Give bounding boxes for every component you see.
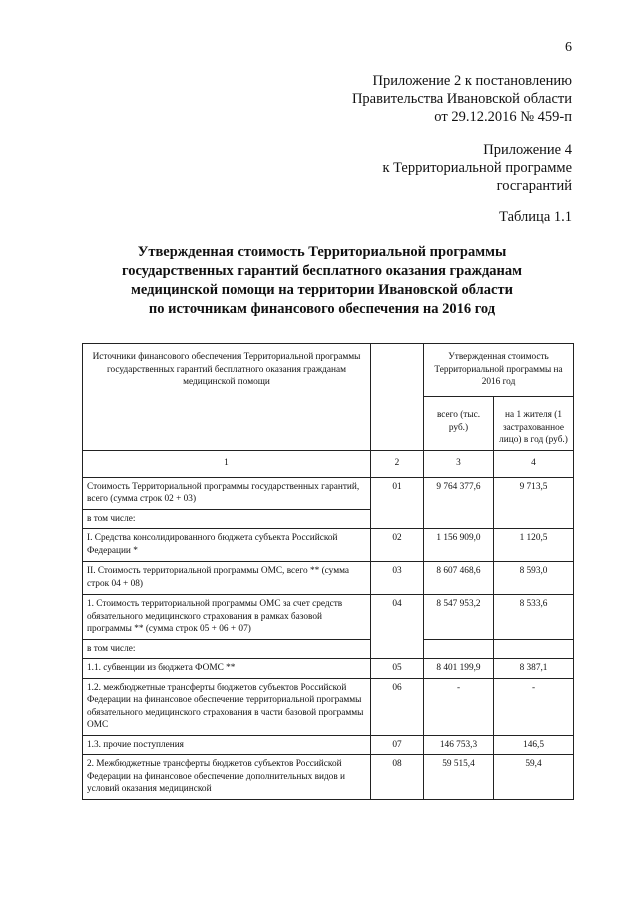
row-name: 1.1. субвенции из бюджета ФОМС ** (83, 659, 371, 679)
row-total: 9 764 377,6 (424, 477, 494, 529)
row-total: - (424, 678, 494, 735)
row-total (424, 639, 494, 659)
appendix-2-line: Приложение 2 к постановлению (372, 73, 572, 89)
title-line: Утвержденная стоимость Территориальной программы (137, 244, 507, 260)
table-row (83, 477, 574, 509)
appendix-4-line: госгарантий (496, 178, 572, 194)
header-source-cell: Источники финансового обеспечения Территориальной программы государственных гарантий бесплатного оказания гражданам медицинской помощи (83, 344, 371, 451)
appendix-2-reference (352, 72, 572, 126)
row-code: 01 (371, 477, 424, 529)
header-group-cell: Утвержденная стоимость Территориальной программы на 2016 год (424, 344, 574, 397)
row-total: 8 401 199,9 (424, 659, 494, 679)
title-line: государственных гарантий бесплатного оказания гражданам (121, 263, 523, 279)
table-row (83, 659, 574, 679)
title-line: по источникам финансового обеспечения на 2016 год (148, 301, 496, 317)
column-number: 3 (424, 450, 494, 477)
row-name: в том числе: (83, 509, 371, 529)
appendix-4-line: к Территориальной программе (382, 160, 572, 176)
row-per-capita (494, 639, 574, 659)
cost-table (82, 343, 574, 800)
row-total: 8 547 953,2 (424, 595, 494, 640)
table-row (83, 755, 574, 800)
appendix-4-reference (382, 141, 572, 195)
table-row (83, 595, 574, 640)
row-total: 8 607 468,6 (424, 562, 494, 595)
appendix-4-line: Приложение 4 (483, 142, 572, 158)
row-code: 08 (371, 755, 424, 800)
table-row (83, 529, 574, 562)
row-name: в том числе: (83, 639, 371, 659)
table-row (83, 678, 574, 735)
row-code: 04 (371, 595, 424, 659)
row-per-capita: 8 593,0 (494, 562, 574, 595)
row-name: 1.3. прочие поступления (83, 735, 371, 755)
appendix-2-line: от 29.12.2016 № 459-п (434, 109, 572, 125)
row-per-capita: 59,4 (494, 755, 574, 800)
header-total-cell: всего (тыс. руб.) (424, 397, 494, 451)
row-name: 1.2. межбюджетные трансферты бюджетов субъектов Российской Федерации на финансовое обеспечение территориальной программы обязательного медицинского страхования в части базовой программы ОМС (83, 678, 371, 735)
row-code: 03 (371, 562, 424, 595)
row-code: 05 (371, 659, 424, 679)
table-row (83, 735, 574, 755)
column-number: 2 (371, 450, 424, 477)
table-row (83, 639, 574, 659)
column-number: 1 (83, 450, 371, 477)
table-caption: Таблица 1.1 (499, 209, 572, 225)
row-name: I. Средства консолидированного бюджета субъекта Российской Федерации * (83, 529, 371, 562)
row-name: 1. Стоимость территориальной программы ОМС за счет средств обязательного медицинского страхования в рамках базовой программы ** (сумма строк 05 + 06 + 07) (83, 595, 371, 640)
row-per-capita: 8 533,6 (494, 595, 574, 640)
title-line: медицинской помощи на территории Ивановской области (131, 282, 513, 298)
header-per-capita-cell: на 1 жителя (1 застрахованное лицо) в год (руб.) (494, 397, 574, 451)
row-code: 06 (371, 678, 424, 735)
row-total: 59 515,4 (424, 755, 494, 800)
row-total: 146 753,3 (424, 735, 494, 755)
row-total: 1 156 909,0 (424, 529, 494, 562)
column-number: 4 (494, 450, 574, 477)
row-name: II. Стоимость территориальной программы ОМС, всего ** (сумма строк 04 + 08) (83, 562, 371, 595)
row-code: 02 (371, 529, 424, 562)
header-code-cell (371, 344, 424, 451)
table-header-row (83, 344, 574, 397)
row-name: 2. Межбюджетные трансферты бюджетов субъектов Российской Федерации на финансовое обеспечение дополнительных видов и условий оказания медицинской (83, 755, 371, 800)
row-code: 07 (371, 735, 424, 755)
page-number: 6 (565, 40, 572, 55)
row-per-capita: 146,5 (494, 735, 574, 755)
row-per-capita: - (494, 678, 574, 735)
row-per-capita: 8 387,1 (494, 659, 574, 679)
document-title (72, 243, 572, 319)
row-per-capita: 1 120,5 (494, 529, 574, 562)
table-row (83, 562, 574, 595)
row-per-capita: 9 713,5 (494, 477, 574, 529)
column-number-row (83, 450, 574, 477)
row-name: Стоимость Территориальной программы государственных гарантий, всего (сумма строк 02 + 03) (83, 477, 371, 509)
appendix-2-line: Правительства Ивановской области (351, 91, 572, 107)
